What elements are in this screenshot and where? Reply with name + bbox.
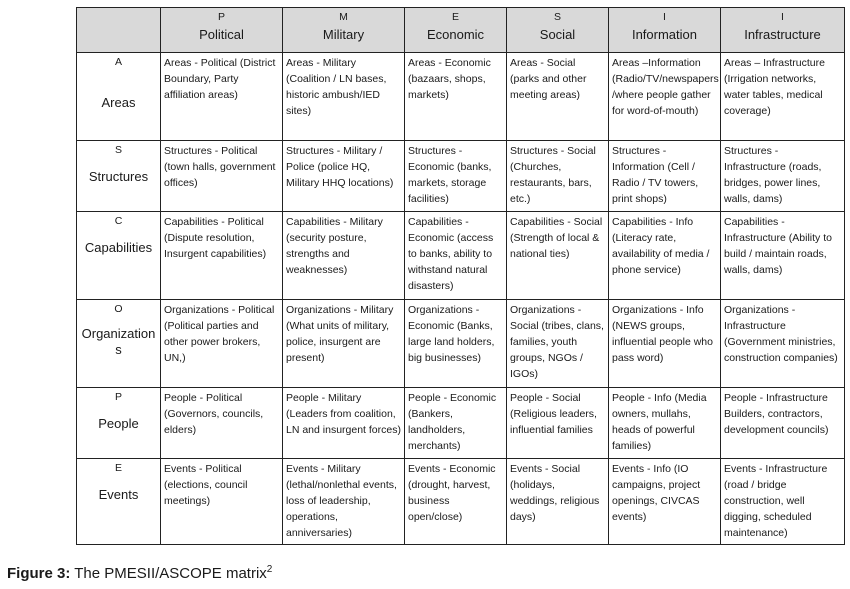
column-letter: M bbox=[339, 11, 348, 23]
matrix-cell: Organizations - Economic (Banks, large land holders, big businesses) bbox=[405, 300, 507, 388]
matrix-cell: Areas - Military (Coalition / LN bases, historic ambush/IED sites) bbox=[283, 53, 405, 141]
matrix-cell: Events - Infrastructure (road / bridge construction, well digging, scheduled maintenance) bbox=[721, 459, 845, 545]
row-header-people bbox=[77, 388, 161, 459]
row-header-events bbox=[77, 459, 161, 545]
matrix-cell: Structures - Social (Churches, restaurants, bars, etc.) bbox=[507, 141, 609, 212]
matrix-cell: Capabilities - Infrastructure (Ability to build / maintain roads, walls, dams) bbox=[721, 212, 845, 300]
matrix-cell: Capabilities - Social (Strength of local & national ties) bbox=[507, 212, 609, 300]
table-row-structures bbox=[77, 141, 845, 212]
figure-caption-text: The PMESII/ASCOPE matrix bbox=[74, 565, 267, 582]
matrix-cell: Organizations - Social (tribes, clans, families, youth groups, NGOs / IGOs) bbox=[507, 300, 609, 388]
header-row bbox=[77, 8, 845, 53]
pmesii-ascope-matrix bbox=[76, 7, 845, 545]
row-name: Areas bbox=[101, 95, 136, 110]
matrix-cell: Areas - Social (parks and other meeting areas) bbox=[507, 53, 609, 141]
matrix-cell: Organizations - Infrastructure (Government ministries, construction companies) bbox=[721, 300, 845, 388]
matrix-cell: Capabilities - Military (security posture, strengths and weaknesses) bbox=[283, 212, 405, 300]
column-header-social bbox=[507, 8, 609, 53]
matrix-cell: Areas - Economic (bazaars, shops, markets) bbox=[405, 53, 507, 141]
row-name: Capabilities bbox=[84, 240, 153, 255]
matrix-cell: People - Political (Governors, councils, elders) bbox=[161, 388, 283, 459]
matrix-cell: People - Infrastructure Builders, contractors, development councils) bbox=[721, 388, 845, 459]
table-row-capabilities bbox=[77, 212, 845, 300]
column-header-political bbox=[161, 8, 283, 53]
row-name: Structures bbox=[88, 169, 149, 184]
matrix-cell: People - Economic (Bankers, landholders, merchants) bbox=[405, 388, 507, 459]
row-letter: O bbox=[114, 303, 123, 315]
row-header-organizations bbox=[77, 300, 161, 388]
column-letter: I bbox=[663, 11, 666, 23]
column-name: Economic bbox=[426, 27, 485, 42]
matrix-cell: Capabilities - Info (Literacy rate, availability of media / phone service) bbox=[609, 212, 721, 300]
matrix-cell: People - Military (Leaders from coalition, LN and insurgent forces) bbox=[283, 388, 405, 459]
matrix-cell: Organizations - Political (Political parties and other power brokers, UN,) bbox=[161, 300, 283, 388]
matrix-cell: Structures - Infrastructure (roads, bridges, power lines, walls, dams) bbox=[721, 141, 845, 212]
column-header-infrastructure bbox=[721, 8, 845, 53]
column-name: Political bbox=[199, 27, 244, 42]
column-letter: P bbox=[217, 11, 225, 23]
row-letter: P bbox=[114, 391, 122, 403]
column-name: Military bbox=[322, 27, 365, 42]
row-name: Events bbox=[98, 487, 139, 502]
row-letter: A bbox=[114, 56, 122, 68]
matrix-cell: Areas – Infrastructure (Irrigation networks, water tables, medical coverage) bbox=[721, 53, 845, 141]
corner-cell bbox=[77, 8, 161, 53]
row-name: Organizations bbox=[81, 326, 156, 357]
table-row-areas bbox=[77, 53, 845, 141]
table-row-people bbox=[77, 388, 845, 459]
matrix-cell: Capabilities - Political (Dispute resolution, Insurgent capabilities) bbox=[161, 212, 283, 300]
matrix-cell: Areas –Information (Radio/TV/newspapers /where people gather for word-of-mouth) bbox=[609, 53, 721, 141]
column-name: Social bbox=[539, 27, 576, 42]
row-letter: S bbox=[114, 144, 122, 156]
matrix-cell: Organizations - Military (What units of military, police, insurgent are present) bbox=[283, 300, 405, 388]
matrix-cell: Structures - Political (town halls, government offices) bbox=[161, 141, 283, 212]
table-row-events bbox=[77, 459, 845, 545]
column-header-information bbox=[609, 8, 721, 53]
figure-caption bbox=[7, 565, 272, 582]
figure-label: Figure 3: bbox=[7, 565, 71, 582]
column-header-economic bbox=[405, 8, 507, 53]
row-header-capabilities bbox=[77, 212, 161, 300]
matrix-cell: Structures - Military / Police (police HQ, Military HHQ locations) bbox=[283, 141, 405, 212]
row-name: People bbox=[98, 416, 139, 431]
matrix-cell: Events - Social (holidays, weddings, religious days) bbox=[507, 459, 609, 545]
matrix-cell: Events - Economic (drought, harvest, business open/close) bbox=[405, 459, 507, 545]
matrix-cell: Structures - Economic (banks, markets, storage facilities) bbox=[405, 141, 507, 212]
column-name: Infrastructure bbox=[744, 27, 821, 42]
column-name: Information bbox=[631, 27, 698, 42]
matrix-cell: Structures - Information (Cell / Radio / TV towers, print shops) bbox=[609, 141, 721, 212]
matrix-cell: Capabilities - Economic (access to banks, ability to withstand natural disasters) bbox=[405, 212, 507, 300]
matrix-cell: Areas - Political (District Boundary, Party affiliation areas) bbox=[161, 53, 283, 141]
matrix-cell: Events - Info (IO campaigns, project openings, CIVCAS events) bbox=[609, 459, 721, 545]
row-letter: C bbox=[114, 215, 123, 227]
matrix-cell: Organizations - Info (NEWS groups, influential people who pass word) bbox=[609, 300, 721, 388]
row-header-areas bbox=[77, 53, 161, 141]
matrix-cell: Events - Political (elections, council meetings) bbox=[161, 459, 283, 545]
matrix-cell: People - Info (Media owners, mullahs, heads of powerful families) bbox=[609, 388, 721, 459]
row-header-structures bbox=[77, 141, 161, 212]
table-row-organizations bbox=[77, 300, 845, 388]
column-letter: I bbox=[781, 11, 784, 23]
column-header-military bbox=[283, 8, 405, 53]
column-letter: S bbox=[553, 11, 561, 23]
row-letter: E bbox=[114, 462, 122, 474]
matrix-cell: Events - Military (lethal/nonlethal events, loss of leadership, operations, anniversaries) bbox=[283, 459, 405, 545]
footnote-marker: 2 bbox=[266, 564, 273, 575]
column-letter: E bbox=[451, 11, 459, 23]
matrix-cell: People - Social (Religious leaders, influential families bbox=[507, 388, 609, 459]
